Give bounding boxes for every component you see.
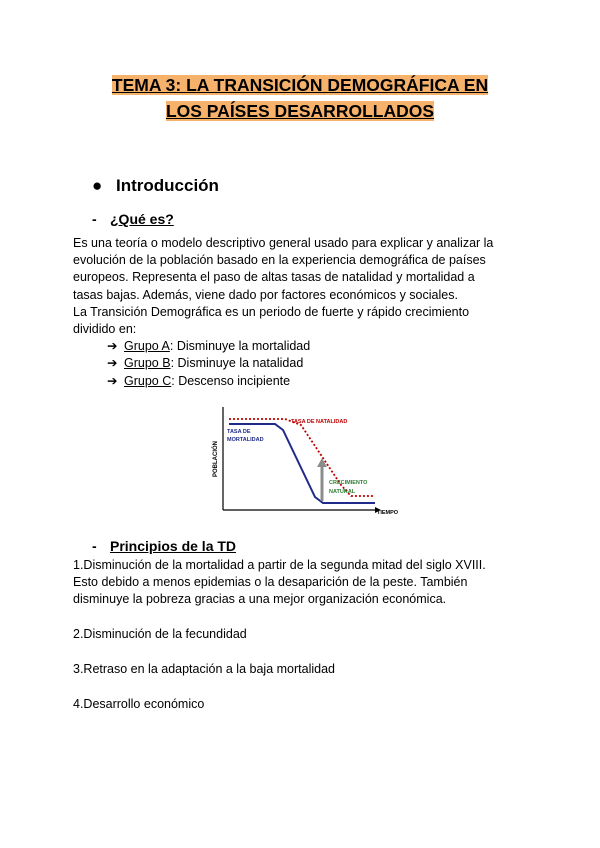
dash-marker: -: [92, 538, 97, 554]
natalidad-label: TASA DE NATALIDAD: [291, 419, 348, 425]
text-line: 1.Disminución de la mortalidad a partir de la segunda mitad del siglo XVIII.: [73, 558, 486, 572]
group-desc: : Disminuye la mortalidad: [169, 339, 311, 353]
text-line: tasas bajas. Además, viene dado por factores económicos y sociales.: [73, 287, 458, 302]
text-line: europeos. Representa el paso de altas tasas de natalidad y mortalidad a: [73, 270, 475, 285]
group-desc: : Disminuye la natalidad: [170, 356, 304, 371]
subsection-que-es: [92, 211, 174, 227]
section-introduccion: [92, 176, 219, 196]
text-line: Es una teoría o modelo descriptivo general usado para explicar y analizar la: [73, 236, 494, 250]
introduccion-heading: Introducción: [116, 176, 219, 195]
principio-4: 4.Desarrollo económico: [73, 697, 205, 711]
transition-diagram: [205, 405, 405, 520]
title-line-1: TEMA 3: LA TRANSICIÓN DEMOGRÁFICA EN: [111, 75, 489, 95]
text-line: La Transición Demográfica es un periodo de fuerte y rápido crecimiento: [73, 304, 470, 319]
que-es-paragraph: [73, 235, 533, 338]
arrow-right-icon: ➔: [107, 339, 118, 353]
crecimiento-label-2: NATURAL: [329, 489, 356, 495]
group-name: Grupo C: [124, 373, 172, 388]
groups-list: [107, 338, 310, 390]
y-axis-label: POBLACIÓN: [213, 441, 219, 477]
crecimiento-label-1: CRECIMIENTO: [329, 480, 368, 486]
group-name: Grupo A: [124, 339, 170, 353]
text-line: Esto debido a menos epidemias o la desaparición de la peste. También: [73, 575, 468, 590]
document-title: [0, 72, 600, 124]
list-item: [107, 355, 310, 372]
list-item: [107, 338, 310, 355]
principio-3: 3.Retraso en la adaptación a la baja mortalidad: [73, 662, 335, 676]
subsection-principios: [92, 538, 236, 554]
group-name: Grupo B: [124, 356, 171, 371]
text-line: disminuye la pobreza gracias a una mejor organización económica.: [73, 592, 447, 607]
mortalidad-label-1: TASA DE: [227, 429, 251, 435]
text-line: dividido en:: [73, 322, 137, 337]
mortalidad-label-2: MORTALIDAD: [227, 437, 264, 443]
list-item: [107, 373, 310, 390]
x-axis-label: TIEMPO: [377, 510, 399, 516]
principios-paragraph: [73, 557, 533, 609]
arrow-right-icon: ➔: [107, 373, 118, 388]
group-desc: : Descenso incipiente: [171, 373, 291, 388]
principio-2: 2.Disminución de la fecundidad: [73, 627, 247, 641]
principios-heading: Principios de la TD: [110, 538, 237, 554]
title-line-2: LOS PAÍSES DESARROLLADOS: [165, 101, 435, 121]
que-es-heading: ¿Qué es?: [110, 211, 174, 227]
bullet-icon: ●: [92, 176, 103, 195]
text-line: evolución de la población basado en la experiencia demográfica de países: [73, 253, 486, 268]
dash-marker: -: [92, 211, 97, 227]
arrow-right-icon: ➔: [107, 356, 118, 371]
